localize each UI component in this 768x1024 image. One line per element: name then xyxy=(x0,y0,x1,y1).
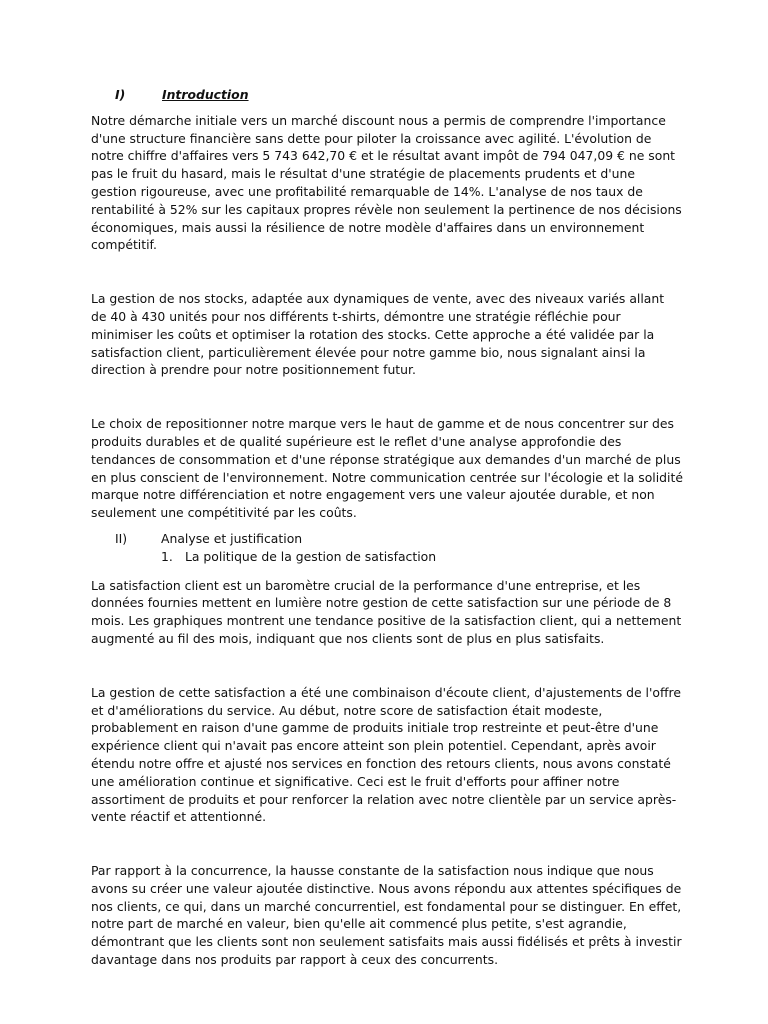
section-heading-introduction xyxy=(91,86,683,104)
paragraph-repositioning: Le choix de repositionner notre marque vers le haut de gamme et de nous concentrer sur des produits durables et de qualité supérieure est le reflet d'une analyse approfondie des tendances de consommation et d'une réponse stratégique aux demandes d'un marché de plus en plus conscient de l'environnement. Notre communication centrée sur l'écologie et la solidité marque notre différenciation et notre engagement vers une valeur ajoutée durable, et non seulement une compétitivité par les coûts. xyxy=(91,416,683,521)
document-page xyxy=(91,86,683,969)
subsection-heading-satisfaction xyxy=(161,548,683,566)
paragraph-stock-management: La gestion de nos stocks, adaptée aux dynamiques de vente, avec des niveaux variés allant de 40 à 430 unités pour nos différents t-shirts, démontre une stratégie réfléchie pour minimiser les coûts et optimiser la rotation des stocks. Cette approche a été validée par la satisfaction client, particulièrement élevée pour notre gamme bio, nous signalant ainsi la direction à prendre pour notre positionnement futur. xyxy=(91,291,665,378)
paragraph-spacer xyxy=(91,254,683,290)
paragraph-satisfaction-management: La gestion de cette satisfaction a été une combinaison d'écoute client, d'ajustements de l'offre et d'améliorations du service. Au début, notre score de satisfaction était modeste, probablement en raison d'une gamme de produits initiale trop restreinte et peut-être d'une expérience client qui n'avait pas encore atteint son plein potentiel. Cependant, après avoir étendu notre offre et ajusté nos services en fonction des retours clients, nous avons constaté une amélioration continue et significative. Ceci est le fruit d'efforts pour affiner notre assortiment de produits et pour renforcer la relation avec notre clientèle par un service après-vente réactif et attentionné. xyxy=(91,684,681,825)
subsection-number: 1. xyxy=(161,548,173,564)
section-number: I) xyxy=(115,87,126,102)
paragraph-satisfaction-barometer: La satisfaction client est un baromètre crucial de la performance d'une entreprise, et les données fournies mettent en lumière notre gestion de cette satisfaction sur une période de 8 mois. Les graphiques montrent une tendance positive de la satisfaction client, qui a nettement augmenté au fil des mois, indiquant que nos clients sont de plus en plus satisfaits. xyxy=(91,577,682,646)
section-heading-analysis xyxy=(115,530,683,548)
paragraph-spacer xyxy=(91,826,683,862)
section-title: Introduction xyxy=(162,87,249,102)
paragraph-competition: Par rapport à la concurrence, la hausse constante de la satisfaction nous indique que nous avons su créer une valeur ajoutée distinctive. Nous avons répondu aux attentes spécifiques de nos clients, ce qui, dans un marché concurrentiel, est fondamental pour se distinguer. En effet, notre part de marché en valeur, bien qu'elle ait commencé plus petite, s'est agrandie, démontrant que les clients sont non seulement satisfaits mais aussi fidélisés et prêts à investir davantage dans nos produits par rapport à ceux des concurrents. xyxy=(91,863,682,968)
paragraph-spacer xyxy=(91,379,683,415)
paragraph-financial-structure: Notre démarche initiale vers un marché discount nous a permis de comprendre l'importance d'une structure financière sans dette pour piloter la croissance avec agilité. L'évolution de notre chiffre d'affaires vers 5 743 642,70 € et le résultat avant impôt de 794 047,09 € ne sont pas le fruit du hasard, mais le résultat d'une stratégie de placements prudents et d'une gestion rigoureuse, avec une profitabilité remarquable de 14%. L'analyse de nos taux de rentabilité à 52% sur les capitaux propres révèle non seulement la pertinence de nos décisions économiques, mais aussi la résilience de notre modèle d'affaires dans un environnement compétitif. xyxy=(91,112,682,253)
subsection-title: La politique de la gestion de satisfaction xyxy=(185,548,437,564)
section-title: Analyse et justification xyxy=(161,530,303,546)
paragraph-spacer xyxy=(91,648,683,684)
section-number: II) xyxy=(115,530,128,546)
